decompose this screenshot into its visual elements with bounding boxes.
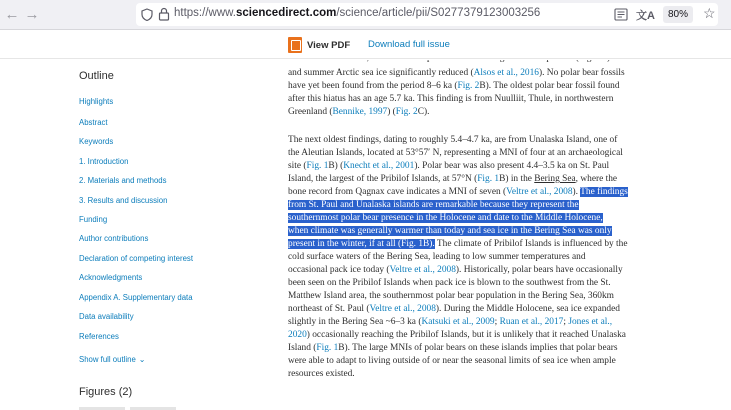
citation-link[interactable]: Veltre et al., 2008	[506, 187, 573, 197]
figure-link[interactable]: Fig. 2	[395, 107, 418, 117]
citation-link[interactable]: Veltre et al., 2008	[369, 304, 436, 314]
outline-item-materials[interactable]: 2. Materials and methods	[79, 176, 167, 185]
article-line: The next oldest findings, dating to roughly 5.4–4.7 ka, are from Unalaska Island, one of	[288, 135, 618, 145]
browser-toolbar	[0, 0, 731, 30]
outline-item-introduction[interactable]: 1. Introduction	[79, 157, 129, 166]
article-line: site (Fig. 1B) (Knecht et al., 2001). Polar bear was also present 4.4–3.5 ka on St. Paul	[288, 161, 610, 171]
outline-item-keywords[interactable]: Keywords	[79, 137, 114, 146]
figure-link[interactable]: Fig. 1	[316, 343, 339, 353]
outline-item-abstract[interactable]: Abstract	[79, 118, 108, 127]
article-line: Greenland (Bennike, 1997) (Fig. 2C).	[288, 107, 430, 117]
view-pdf-label: View PDF	[307, 39, 351, 51]
article-line	[288, 199, 579, 212]
outline-item-competing-interest[interactable]: Declaration of competing interest	[79, 254, 193, 263]
citation-link[interactable]: Knecht et al., 2001	[343, 161, 415, 171]
outline-item-highlights[interactable]: Highlights	[79, 97, 114, 106]
outline-item-references[interactable]: References	[79, 332, 119, 341]
article-line: occasional pack ice today (Veltre et al., 2008). Historically, polar bears have occasionally	[288, 265, 623, 275]
citation-link[interactable]: Katsuki et al., 2009	[421, 317, 495, 327]
outline-item-appendix[interactable]: Appendix A. Supplementary data	[79, 293, 193, 302]
citation-link[interactable]: Veltre et al., 2008	[389, 265, 456, 275]
outline-item-results[interactable]: 3. Results and discussion	[79, 196, 168, 205]
figure-link[interactable]: Fig. 1	[401, 239, 424, 249]
selected-text[interactable]: southernmost polar bear presence in the Holocene and date to the Middle Holocene,	[288, 213, 603, 223]
back-arrow-icon[interactable]: ←	[4, 6, 20, 23]
figure-link[interactable]: Fig. 1	[306, 161, 329, 171]
selected-text[interactable]: when climate was generally warmer than today and sea ice in the Bering Sea was only	[288, 226, 612, 236]
forward-arrow-icon[interactable]: →	[24, 6, 40, 23]
article-line: Island (Fig. 1B). The large MNIs of polar bears on these islands implies that polar bears	[288, 343, 618, 353]
article-line: have yet been found from the period 8–6 ka (Fig. 2B). The oldest polar bear fossil found	[288, 81, 620, 91]
article-line: and summer Arctic sea ice significantly reduced (Alsos et al., 2016). No polar bear fossils	[288, 68, 625, 78]
figures-heading: Figures (2)	[79, 386, 133, 398]
article-line: after this hiatus has an age 5.7 ka. This finding is from Nuulliit, Thule, in northwestern	[288, 94, 614, 104]
url-text[interactable]: https://www.sciencedirect.com/science/article/pii/S0277379123003256	[174, 7, 541, 19]
article-line: been seen on the Pribilof Islands when pack ice is blown to the southwest from the St.	[288, 278, 611, 288]
article-line: Island, the largest of the Pribilof Islands, at 57°N (Fig. 1B) in the Bering Sea, where the	[288, 174, 618, 184]
selected-text[interactable]: from St. Paul and Unalaska islands are remarkable because they represent the	[288, 200, 579, 210]
download-issue-link[interactable]: Download full issue	[368, 39, 450, 50]
article-line: 2020) occasionally reaching the Pribilof Islands, but it is unlikely that it reached Unalaska	[288, 330, 626, 340]
article-line	[288, 212, 603, 225]
article-line: present in the winter, if at all (Fig. 1B). The climate of Pribilof Islands is influenced by the	[288, 239, 628, 249]
outline-item-acknowledgments[interactable]: Acknowledgments	[79, 273, 143, 282]
article-line: northeast of St. Paul (Veltre et al., 2008). During the Middle Holocene, sea ice expanded	[288, 304, 620, 314]
reader-view-icon[interactable]	[614, 8, 628, 21]
citation-link[interactable]: Alsos et al., 2016	[473, 68, 539, 78]
outline-item-author-contributions[interactable]: Author contributions	[79, 234, 149, 243]
show-full-outline-button[interactable]	[79, 355, 145, 364]
outline-sidebar	[79, 70, 269, 341]
citation-link[interactable]: 2020	[288, 330, 307, 340]
selected-text[interactable]: The findings	[580, 187, 628, 197]
outline-item-data-availability[interactable]: Data availability	[79, 312, 134, 321]
view-pdf-button[interactable]	[288, 36, 350, 54]
citation-link[interactable]: Ruan et al., 2017	[499, 317, 564, 327]
pdf-icon	[288, 37, 302, 53]
citation-link[interactable]: Bennike, 1997	[332, 107, 388, 117]
bookmark-star-icon[interactable]: ☆	[703, 5, 716, 21]
article-line: cold surface waters of the Bering Sea, leading to low summer temperatures and	[288, 252, 586, 262]
selected-text[interactable]: present in the winter, if at all (Fig. 1B).	[288, 239, 435, 249]
article-line: slightly in the Bering Sea ~6–3 ka (Katsuki et al., 2009; Ruan et al., 2017; Jones et al.,	[288, 317, 613, 327]
outline-title: Outline	[79, 70, 114, 82]
article-line	[288, 225, 612, 238]
article-line: Matthew Island area, the southernmost polar bear population in the Bering Sea, 360km	[288, 291, 614, 301]
shield-icon[interactable]	[141, 8, 153, 21]
show-full-outline-label: Show full outline	[79, 355, 136, 364]
figure-link[interactable]: Fig. 2	[457, 81, 480, 91]
article-toolbar	[0, 30, 731, 59]
address-bar[interactable]	[136, 3, 718, 26]
chevron-down-icon: ⌄	[138, 355, 146, 364]
article-line: bone record from Qagnax cave indicates a MNI of seven (Veltre et al., 2008). The findings	[288, 187, 628, 197]
citation-link[interactable]: Jones et al.,	[568, 317, 613, 327]
figure-link[interactable]: Fig. 1	[477, 174, 500, 184]
outline-item-funding[interactable]: Funding	[79, 215, 108, 224]
article-line: were able to adapt to living outside of or near the seasonal limits of sea ice when ample	[288, 356, 616, 366]
bering-sea-link[interactable]: Bering Sea	[534, 174, 576, 184]
article-line: resources existed.	[288, 369, 355, 379]
lock-icon[interactable]	[158, 7, 170, 21]
article-line: the Aleutian Islands, located at 53°57′ N, representing a MNI of four at an archaeological	[288, 148, 623, 158]
translate-icon[interactable]: 文A	[636, 10, 655, 22]
zoom-level[interactable]: 80%	[663, 6, 693, 23]
